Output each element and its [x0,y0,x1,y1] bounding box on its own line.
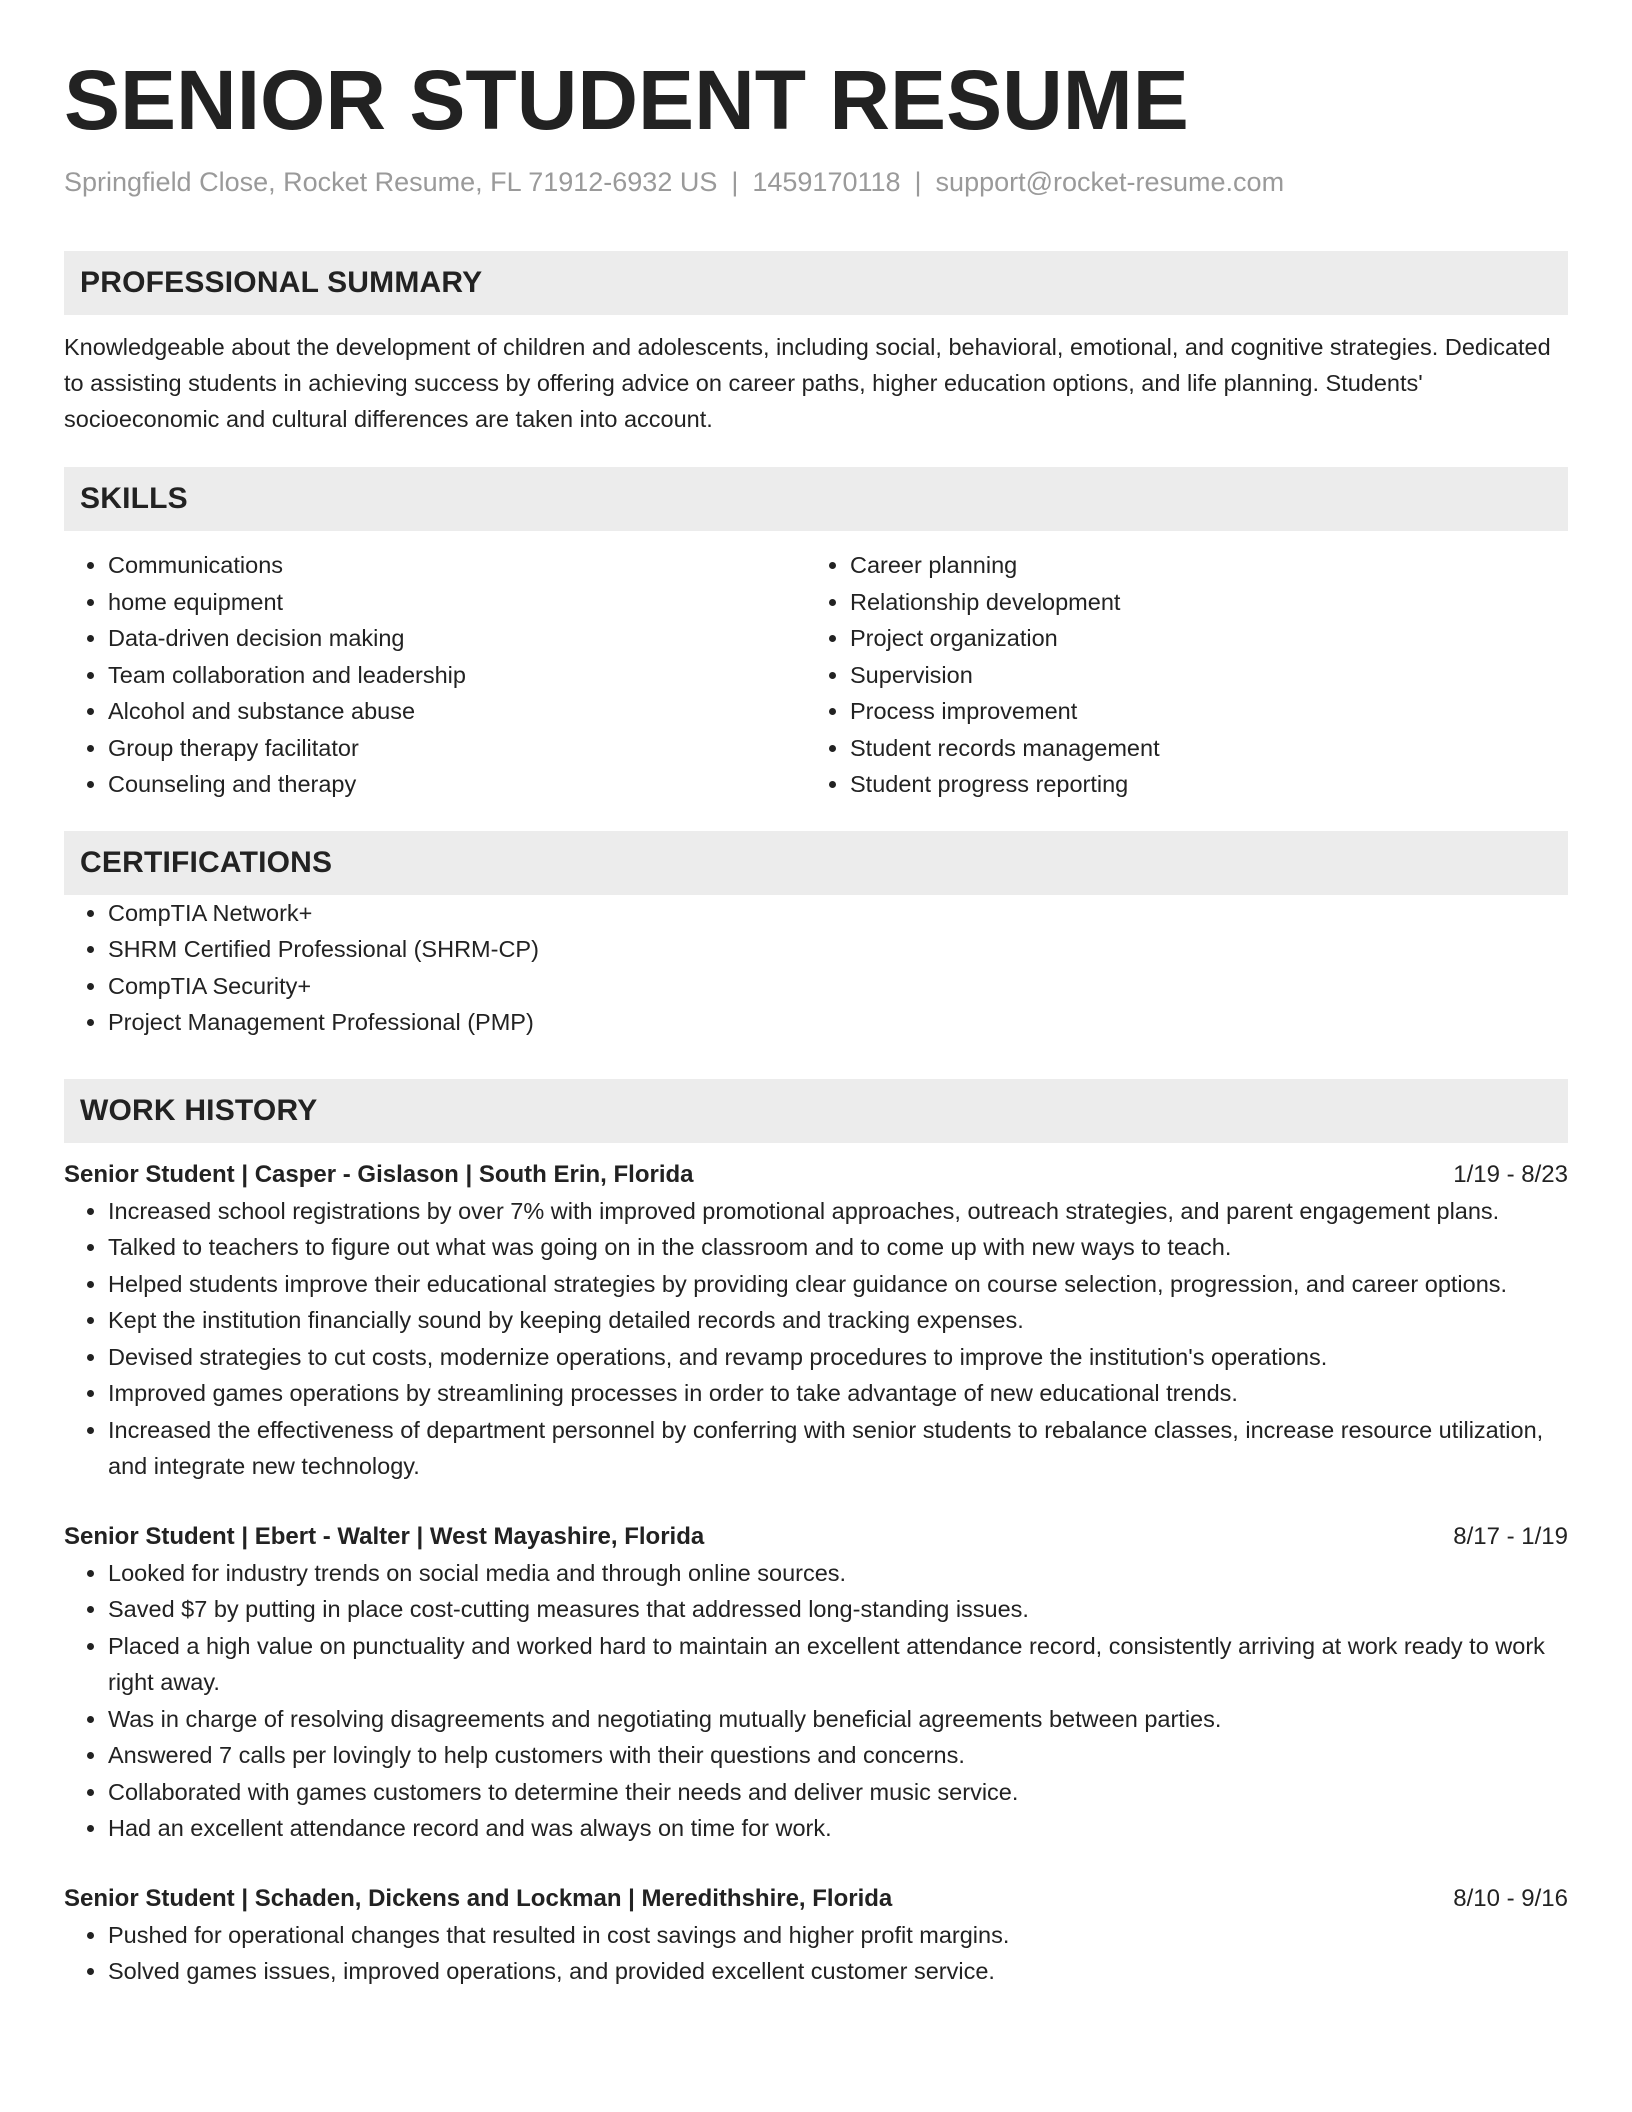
certification-item: • CompTIA Network+ [108,895,1568,932]
job-entry [64,1519,1568,1847]
certification-item: • SHRM Certified Professional (SHRM-CP) [108,931,1568,968]
job-bullet: • Talked to teachers to figure out what was going on in the classroom and to come up with new ways to teach. [108,1229,1568,1266]
skill-item: • Project organization [850,620,1548,657]
job-bullet: • Helped students improve their educational strategies by providing clear guidance on course selection, progression, and career options. [108,1266,1568,1303]
skill-item: • Process improvement [850,693,1548,730]
job-dates: 8/17 - 1/19 [1453,1522,1568,1550]
job-bullet: • Increased the effectiveness of department personnel by conferring with senior students to rebalance classes, increase resource utilization, and integrate new technology. [108,1412,1568,1485]
skill-item: • Team collaboration and leadership [108,657,806,694]
job-bullet: • Kept the institution financially sound by keeping detailed records and tracking expenses. [108,1302,1568,1339]
job-bullet: • Solved games issues, improved operations, and provided excellent customer service. [108,1953,1568,1990]
contact-phone: 1459170118 [752,167,901,197]
skills-section [64,467,1568,803]
job-bullet: • Answered 7 calls per lovingly to help customers with their questions and concerns. [108,1737,1568,1774]
job-title: Senior Student | Schaden, Dickens and Lockman | Meredithshire, Florida [64,1884,893,1912]
contact-address: Springfield Close, Rocket Resume, FL 71912-6932 US [64,167,718,197]
skill-item: • Relationship development [850,584,1548,621]
job-entry [64,1157,1568,1485]
contact-line [64,166,1568,198]
skills-right-list [806,547,1548,803]
job-bullets [64,1917,1568,1990]
job-header [64,1157,1568,1193]
skill-item: • Data-driven decision making [108,620,806,657]
skill-item: • Alcohol and substance abuse [108,693,806,730]
job-bullets [64,1555,1568,1847]
contact-separator: | [914,167,922,197]
skills-left-list [64,547,806,803]
skills-columns [64,547,1568,803]
summary-heading: PROFESSIONAL SUMMARY [64,251,1568,315]
certification-item: • CompTIA Security+ [108,968,1568,1005]
contact-email: support@rocket-resume.com [935,167,1285,197]
job-bullet: • Improved games operations by streamlining processes in order to take advantage of new educational trends. [108,1375,1568,1412]
summary-text: Knowledgeable about the development of children and adolescents, including social, behavioral, emotional, and cognitive strategies. Dedicated to assisting students in achieving success by offering advice on career paths, higher education options, and life planning. Students' socioeconomic and cultural differences are taken into account. [64,334,1551,433]
job-bullet: • Collaborated with games customers to determine their needs and deliver music service. [108,1774,1568,1811]
job-bullet: • Had an excellent attendance record and was always on time for work. [108,1810,1568,1847]
job-bullet: • Pushed for operational changes that resulted in cost savings and higher profit margins. [108,1917,1568,1954]
job-header [64,1519,1568,1555]
certifications-section [64,831,1568,1041]
certifications-heading: CERTIFICATIONS [64,831,1568,895]
job-bullet: • Placed a high value on punctuality and worked hard to maintain an excellent attendance record, consistently arriving at work ready to work right away. [108,1628,1568,1701]
job-title: Senior Student | Ebert - Walter | West Mayashire, Florida [64,1522,705,1550]
job-bullet: • Increased school registrations by over 7% with improved promotional approaches, outreach strategies, and parent engagement plans. [108,1193,1568,1230]
skill-item: • Student records management [850,730,1548,767]
skill-item: • home equipment [108,584,806,621]
job-bullets [64,1193,1568,1485]
skill-item: • Group therapy facilitator [108,730,806,767]
job-bullet: • Was in charge of resolving disagreements and negotiating mutually beneficial agreements between parties. [108,1701,1568,1738]
certifications-list [64,895,1568,1041]
job-bullet: • Devised strategies to cut costs, modernize operations, and revamp procedures to improve the institution's operations. [108,1339,1568,1376]
skill-item: • Supervision [850,657,1548,694]
job-title: Senior Student | Casper - Gislason | South Erin, Florida [64,1160,694,1188]
skill-item: • Career planning [850,547,1548,584]
job-dates: 1/19 - 8/23 [1453,1160,1568,1188]
skill-item: • Communications [108,547,806,584]
work-history-section [64,1079,1568,1990]
job-bullet: • Looked for industry trends on social media and through online sources. [108,1555,1568,1592]
job-entry [64,1881,1568,1990]
resume-name: SENIOR STUDENT RESUME [64,53,1189,147]
certification-item: • Project Management Professional (PMP) [108,1004,1568,1041]
job-dates: 8/10 - 9/16 [1453,1884,1568,1912]
summary-section [64,251,1568,437]
job-bullet: • Saved $7 by putting in place cost-cutting measures that addressed long-standing issues. [108,1591,1568,1628]
work-history-heading: WORK HISTORY [64,1079,1568,1143]
contact-separator: | [731,167,739,197]
skill-item: • Student progress reporting [850,766,1548,803]
job-header [64,1881,1568,1917]
skills-heading: SKILLS [64,467,1568,531]
skill-item: • Counseling and therapy [108,766,806,803]
